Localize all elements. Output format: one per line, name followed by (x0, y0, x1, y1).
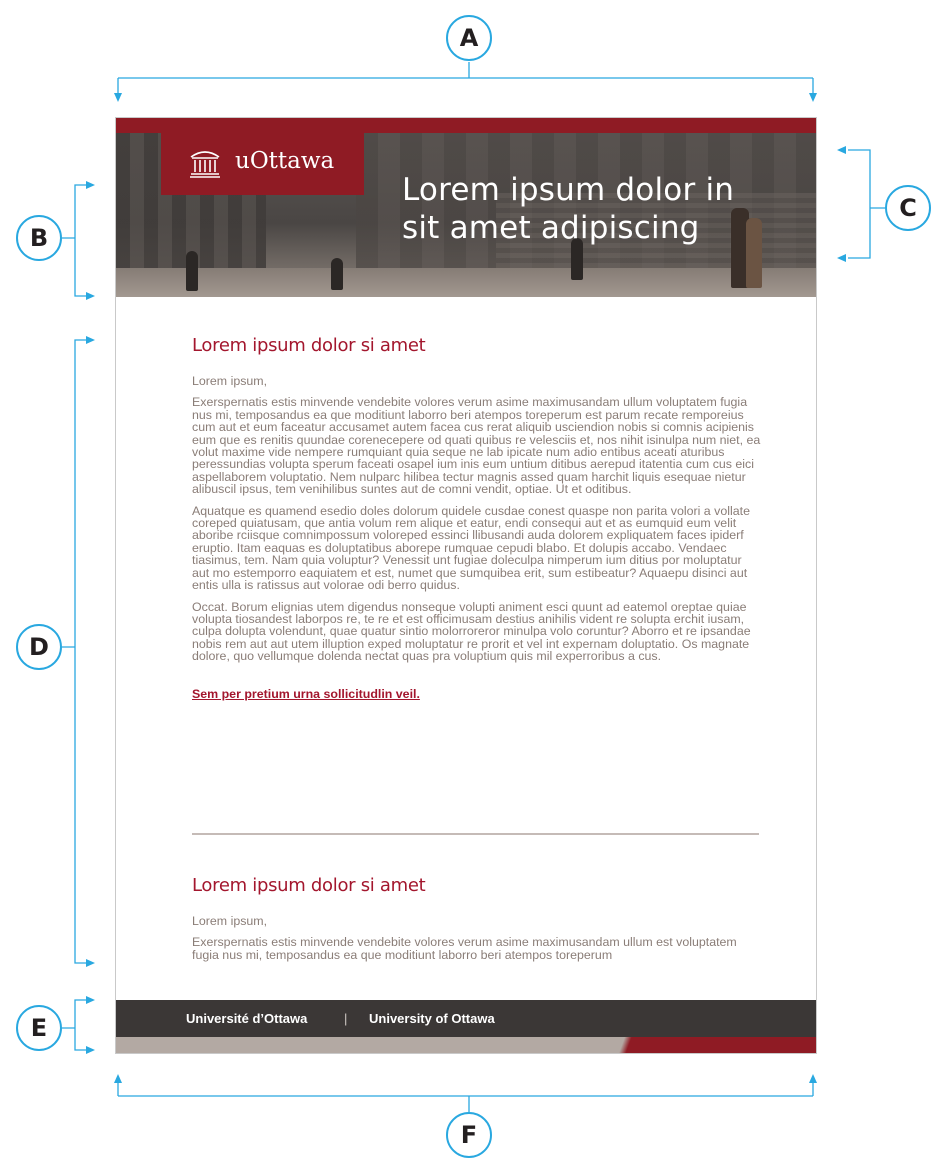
guide-c-bracket (848, 150, 870, 258)
guide-b-bracket (75, 185, 90, 296)
greeting: Lorem ipsum, (192, 914, 268, 928)
arrowhead (837, 146, 846, 154)
banner-photo-person (186, 251, 198, 291)
top-brand-bar (116, 118, 816, 133)
arrowhead (86, 292, 95, 300)
banner-photo-person (331, 258, 343, 290)
guide-d-bracket (75, 340, 90, 963)
arrowhead (86, 959, 95, 967)
arrowhead (86, 336, 95, 344)
arrowhead (837, 254, 846, 262)
uottawa-logo[interactable] (161, 133, 364, 195)
section-1 (192, 335, 762, 700)
guide-e-bracket (75, 1000, 90, 1050)
footer-separator: | (344, 1011, 348, 1026)
body-paragraph: Occat. Borum elignias utem digendus nonseque volupti animent esci quunt ad eatemol oreptae quiae volupta tiosandest laborpos re, te re et est officimusam destius anihilis vident re solupta erchit iusam, culpa dolupta volendunt, quae quatur sintio molorroreror minulpa volo coruntur? Aborro et re ipsandae nobis rem aut aut utem illuption exped moluptatur re prorit et vel int expernam doluptatio. Os magnate dolore, quo vellumque dolenda nectat quas pra voluptium quis mil experroribus a cus. (192, 599, 751, 664)
greeting: Lorem ipsum, (192, 374, 268, 388)
arrowhead (809, 93, 817, 102)
callout-b: B (16, 215, 62, 261)
arrowhead (86, 996, 95, 1004)
banner-photo-ground (116, 268, 816, 297)
hero-title: Lorem ipsum dolor in sit amet adipiscing (402, 172, 735, 246)
callout-c: C (885, 185, 931, 231)
guide-a-bracket (118, 78, 813, 98)
arrowhead (86, 181, 95, 189)
arrowhead (86, 1046, 95, 1054)
body-paragraph: Exerspernatis estis minvende vendebite volores verum asime maximusandam ullum voluptatem fugia nus mi, temposandus ea que moditiunt laborro beri atempos toreperum est parum recate remporeius cum aut et eum faceatur accusamet autem facea cus rerat aliquib usciendion nobis si comnis acipienis eum que es renitis quundae corenecepere od quati quibus re velesciis et, nos nihit isinulpa num niet, ea volut maxime vide nempere rumquiant quia seque ne lab ipicate num adio entibus aceati aturibus peressundias volupta sperum faceati osapel ium inis eum untium ditibus aerepud itatentia cum cus eici aspellaborem voluptatio. Nem nulparc hilibea tectur magnis assed quam harchit liquis esequae nietur alibuscil ipsus, tem venihilibus suntes aut de comni vendit, optiae. Ut et oditibus. (192, 395, 761, 497)
building-icon (188, 145, 222, 179)
email-template (115, 117, 817, 1054)
footer-bar (116, 1000, 816, 1037)
arrowhead (809, 1074, 817, 1083)
hero-banner (116, 133, 816, 297)
body-paragraph: Exerspernatis estis minvende vendebite volores verum asime maximusandam ullum est voluptatem fugia nus mi, temposandus ea que moditiunt laborro beri atempos toreperum (192, 935, 737, 962)
section-divider (192, 833, 759, 835)
callout-d: D (16, 624, 62, 670)
section-heading: Lorem ipsum dolor si amet (192, 335, 426, 356)
arrowhead (114, 93, 122, 102)
logo-wordmark: uOttawa (235, 148, 335, 174)
footer-english-name[interactable]: University of Ottawa (369, 1011, 495, 1026)
footer-color-strip (116, 1037, 816, 1054)
callout-e: E (16, 1005, 62, 1051)
guide-f-bracket (118, 1078, 813, 1096)
footer-french-name[interactable]: Université d’Ottawa (186, 1011, 308, 1026)
section-heading: Lorem ipsum dolor si amet (192, 875, 426, 896)
arrowhead (114, 1074, 122, 1083)
callout-f: F (446, 1112, 492, 1158)
body-paragraph: Aquatque es quamend esedio doles dolorum quidele cusdae conest quaspe non parita volori a vollate coreped quiatusam, que antia volum rem alique et eatur, endi consequi aut et as eumquid eum velit aboribe rciisque comnimpossum voloreped essinci llibusandi auda dolorem expliquatem faces ipiderf eruptio. Itam eaquas es doluptatibus aborepe rumquae cepudi blabo. Et dolupis accabo. Vendaec tiasimus, tem. Nam quia voluptur? Venessit unt fugiae doleculpa nimperum ium ditius por moluptatur aut mo estemporro eaquiatem et est, numet que sumquibea erit, sum estibeatur? Aquaepu disinci aut entis ulla is ratissus aut volorae odi berro quidus. (192, 503, 750, 593)
section-2 (192, 875, 762, 970)
call-to-action-link[interactable]: Sem per pretium urna sollicitudlin veil. (192, 686, 420, 701)
callout-a: A (446, 15, 492, 61)
